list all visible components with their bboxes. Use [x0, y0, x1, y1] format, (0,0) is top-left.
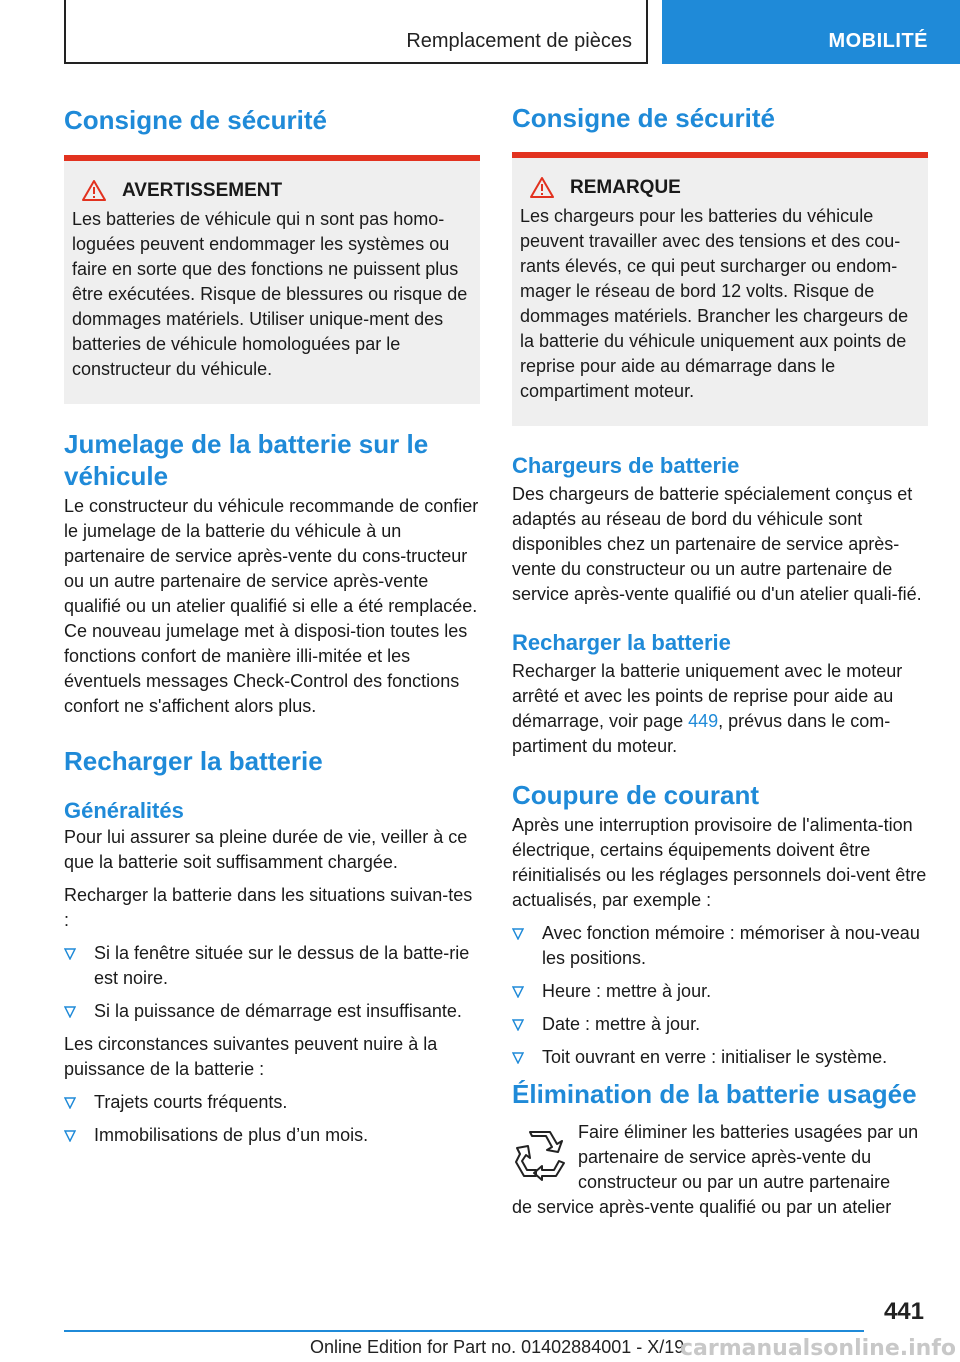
bullet-triangle-icon	[512, 1019, 524, 1031]
header-chapter-title: MOBILITÉ	[828, 30, 928, 52]
power-paragraph: Après une interruption provisoire de l'alimenta-tion électrique, certains équipements doivent être réinitialisés ou les réglages personnels doi-vent être actualisés, par exemple :	[512, 815, 927, 910]
charge-heading: Recharger la batterie	[64, 746, 323, 776]
watermark: carmanualsonline.info	[680, 1336, 956, 1361]
list-item: Immobilisations de plus d’un mois.	[64, 1123, 480, 1148]
list-item: Date : mettre à jour.	[512, 1012, 928, 1037]
bullet-triangle-icon	[64, 1097, 76, 1109]
circumstances-intro: Les circonstances suivantes peuvent nuire à la puissance de la batterie :	[64, 1034, 438, 1079]
circumstances-list	[64, 1090, 480, 1148]
list-item: Avec fonction mémoire : mémoriser à nou-veau les positions.	[512, 921, 928, 971]
disposal-row	[512, 1120, 928, 1195]
left-column	[64, 96, 480, 1156]
recycle-icon	[512, 1128, 566, 1182]
warning-header	[72, 179, 474, 203]
disposal-heading: Élimination de la batterie usagée	[512, 1079, 917, 1109]
header-section-title: Remplacement de pièces	[406, 30, 632, 52]
right-column	[512, 96, 928, 1220]
list-item: Si la puissance de démarrage est insuffisante.	[64, 999, 480, 1024]
warning-box	[64, 155, 480, 404]
bullet-triangle-icon	[64, 1006, 76, 1018]
footer-divider	[64, 1330, 864, 1332]
list-item: Si la fenêtre située sur le dessus de la batte-rie est noire.	[64, 941, 480, 991]
chargers-paragraph: Des chargeurs de batterie spécialement conçus et adaptés au réseau de bord du véhicule sont disponibles chez un partenaire de service après-vente du constructeur ou un autre partenaire de service après-vente qualifié ou d'un atelier quali-fié.	[512, 484, 922, 604]
power-heading: Coupure de courant	[512, 780, 760, 810]
general-paragraph-1: Pour lui assurer sa pleine durée de vie, veiller à ce que la batterie soit suffisamment chargée.	[64, 827, 468, 872]
header-chapter-tab[interactable]	[662, 0, 960, 64]
general-heading: Généralités	[64, 798, 184, 823]
bullet-triangle-icon	[512, 1052, 524, 1064]
recharge-heading: Recharger la batterie	[512, 630, 731, 655]
header-section-box	[64, 0, 648, 64]
warning-triangle-icon	[530, 176, 554, 200]
power-list	[512, 921, 928, 1070]
safety-heading-left: Consigne de sécurité	[64, 105, 327, 135]
recharge-paragraph: Recharger la batterie uniquement avec le moteur arrêté et avec les points de reprise pour aide au démarrage, voir page 449, prévus dans le com-partiment du moteur.	[512, 661, 903, 756]
note-header	[520, 176, 922, 200]
situations-list	[64, 941, 480, 1024]
disposal-side-text: Faire éliminer les batteries usagées par un partenaire de service après-vente du constructeur ou par un autre partenaire	[578, 1122, 919, 1192]
note-box	[512, 152, 928, 426]
list-item: Heure : mettre à jour.	[512, 979, 928, 1004]
general-paragraph-2: Recharger la batterie dans les situations suivan-tes :	[64, 885, 473, 930]
page-link-449[interactable]: 449	[688, 711, 719, 731]
warning-triangle-icon	[82, 179, 106, 203]
list-item: Trajets courts fréquents.	[64, 1090, 480, 1115]
list-item: Toit ouvrant en verre : initialiser le système.	[512, 1045, 928, 1070]
bullet-triangle-icon	[64, 1130, 76, 1142]
safety-heading-right: Consigne de sécurité	[512, 103, 775, 133]
disposal-below-text: de service après-vente qualifié ou par un atelier	[512, 1197, 892, 1217]
note-label: REMARQUE	[570, 177, 681, 198]
footer-edition: Online Edition for Part no. 01402884001 - X/19	[310, 1337, 685, 1357]
warning-text: Les batteries de véhicule qui n sont pas homo-loguées peuvent endommager les systèmes ou faire en sorte que des fonctions ne puissent plus être exécutées. Risque de blessures ou risque de dommages matériels. Utiliser unique-ment des batteries de véhicule homologuées par le constructeur du véhicule.	[72, 209, 468, 379]
warning-label: AVERTISSEMENT	[122, 180, 283, 201]
page-number: 441	[883, 1298, 924, 1325]
bullet-triangle-icon	[512, 986, 524, 998]
bullet-triangle-icon	[512, 928, 524, 940]
pairing-heading: Jumelage de la batterie sur le véhicule	[64, 429, 429, 491]
pairing-paragraph: Le constructeur du véhicule recommande de confier le jumelage de la batterie du véhicule à un partenaire de service après-vente du cons-tructeur ou un autre partenaire de service après-vente qualifié ou un atelier qualifié si elle a été remplacée. Ce nouveau jumelage met à disposi-tion toutes les fonctions confort de manière illi-mitée et les éventuels messages Check-Control des fonctions confort ne s'affichent alors plus.	[64, 496, 479, 716]
note-text: Les chargeurs pour les batteries du véhicule peuvent travailler avec des tensions et des cou-rants élevés, ce qui peut surcharger ou endom-mager le réseau de bord 12 volts. Risque de dommages matériels. Brancher les chargeurs de la batterie du véhicule uniquement aux points de reprise pour aide au démarrage dans le compartiment moteur.	[520, 206, 909, 401]
chargers-heading: Chargeurs de batterie	[512, 453, 740, 478]
bullet-triangle-icon	[64, 948, 76, 960]
